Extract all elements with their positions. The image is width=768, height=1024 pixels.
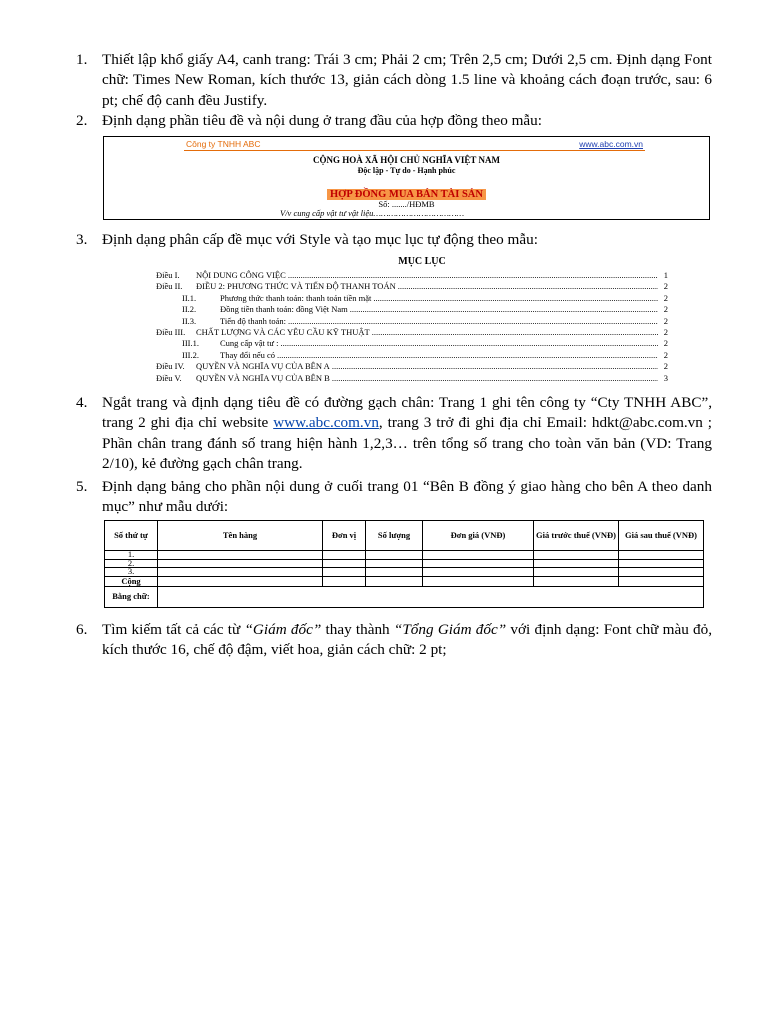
list-number: 1. <box>76 51 88 68</box>
col-header: Số thứ tự <box>105 521 158 551</box>
amount-in-words-row: Bằng chữ: <box>105 586 704 607</box>
list-item-4 <box>76 393 712 475</box>
toc-entry-label: Cung cấp vật tư : <box>220 338 279 349</box>
col-header: Số lượng <box>366 521 423 551</box>
toc-leader-dots <box>332 373 658 384</box>
col-header: Đơn giá (VNĐ) <box>423 521 534 551</box>
toc-leader-dots <box>373 293 658 304</box>
toc-entry[interactable] <box>156 338 668 349</box>
list-text: Định dạng bảng cho phần nội dung ở cuối trang 01 “Bên B đồng ý giao hàng cho bên A theo danh mục” như mẫu dưới: <box>102 478 712 516</box>
list-text: Định dạng phần tiêu đề và nội dung ở trang đầu của hợp đồng theo mẫu: <box>102 112 542 129</box>
header-rule <box>184 150 645 151</box>
toc-entry[interactable] <box>156 293 668 304</box>
national-title: CỘNG HOÀ XÃ HỘI CHỦ NGHĨA VIỆT NAM <box>313 155 500 165</box>
goods-table-sample <box>104 520 704 608</box>
list-number: 5. <box>76 478 88 495</box>
toc-entry-page: 1 <box>663 270 668 280</box>
toc-entry-label: Đồng tiền thanh toán: đồng Việt Nam <box>220 304 348 315</box>
list-item-6 <box>76 620 712 661</box>
toc-entry-page: 2 <box>663 349 668 360</box>
col-header: Giá trước thuế (VNĐ) <box>534 521 619 551</box>
toc-entry-index: Điều IV. <box>156 361 185 372</box>
table-of-contents-sample <box>156 256 668 384</box>
toc-entry[interactable] <box>156 327 668 338</box>
toc-entry[interactable] <box>156 281 668 292</box>
col-header: Giá sau thuế (VNĐ) <box>619 521 704 551</box>
toc-entry-index: III.1. <box>182 338 199 349</box>
website-link: www.abc.com.vn <box>579 139 643 149</box>
toc-leader-dots <box>350 304 658 315</box>
toc-leader-dots <box>280 338 658 349</box>
national-motto: Độc lập - Tự do - Hạnh phúc <box>357 166 456 175</box>
list-item-5 <box>76 477 712 518</box>
toc-entry-label: Tiến độ thanh toán: <box>220 315 287 326</box>
toc-entry-page: 2 <box>663 315 668 326</box>
table-row: 3. <box>105 568 704 577</box>
toc-entry[interactable] <box>156 350 668 361</box>
toc-entry-index: Điều II. <box>156 281 183 292</box>
list-number: 4. <box>76 394 88 411</box>
list-item-1 <box>76 50 712 112</box>
table-header-row <box>105 521 704 551</box>
toc-entry-label: ĐIỀU 2: PHƯƠNG THỨC VÀ TIẾN ĐỘ THANH TOÁN <box>196 281 396 292</box>
toc-entry[interactable] <box>156 270 668 281</box>
toc-entry-index: III.2. <box>182 349 199 360</box>
list-text: Định dạng phân cấp đề mục với Style và tạo mục lục tự động theo mẫu: <box>102 231 538 248</box>
toc-entry-label: Phương thức thanh toán: thanh toán tiền mặt <box>220 292 372 303</box>
toc-entry-index: Điều V. <box>156 372 182 383</box>
toc-leader-dots <box>288 316 658 327</box>
toc-entry[interactable] <box>156 316 668 327</box>
toc-leader-dots <box>398 281 658 292</box>
table-row: 1. <box>105 551 704 560</box>
table-row: 2. <box>105 559 704 568</box>
list-text: Tìm kiếm tất cả các từ “Giám đốc” thay thành “Tổng Giám đốc” với định dạng: Font chữ màu đỏ, kích thước 16, chế độ đậm, viết hoa, giản cách chữ: 2 pt; <box>102 621 713 659</box>
toc-entry-label: Thay đổi nếu có <box>220 349 275 360</box>
toc-entry-index: II.2. <box>182 304 197 315</box>
toc-leader-dots <box>372 327 658 338</box>
contract-subject: V/v cung cấp vật tư vật liệu……………………………… <box>280 208 465 218</box>
toc-entry-index: II.3. <box>182 315 197 326</box>
toc-entry-label: NỘI DUNG CÔNG VIỆC <box>196 270 286 280</box>
toc-entry-page: 2 <box>663 292 668 303</box>
toc-leader-dots <box>288 270 658 281</box>
contract-header-sample <box>103 136 710 220</box>
list-number: 3. <box>76 231 88 248</box>
website-link[interactable]: www.abc.com.vn <box>273 414 379 432</box>
contract-title: HỢP ĐỒNG MUA BÁN TÀI SẢN <box>104 184 709 202</box>
list-item-2 <box>76 111 712 132</box>
total-row: Cộng <box>105 576 704 586</box>
list-text: Thiết lập khổ giấy A4, canh trang: Trái 3 cm; Phải 2 cm; Trên 2,5 cm; Dưới 2,5 cm. Định dạng Font chữ: Times New Roman, kích thước 13, giản cách dòng 1.5 line và khoảng cách đoạn trước, sau: 6 pt; chế độ canh đều Justify. <box>102 51 712 109</box>
toc-entry-index: II.1. <box>182 292 197 303</box>
toc-title: MỤC LỤC <box>398 256 446 267</box>
toc-entry-index: Điều III. <box>156 326 186 337</box>
list-number: 6. <box>76 621 88 638</box>
col-header: Tên hàng <box>158 521 323 551</box>
list-text: Ngắt trang và định dạng tiêu đề có đường gạch chân: Trang 1 ghi tên công ty “Cty TNHH ABC”, trang 2 ghi địa chỉ website www.abc.com.vn, trang 3 trở đi ghi địa chỉ Email: hdkt@abc.com.vn ; Phần chân trang đánh số trang hiện hành 1,2,3… trên tổng số trang cho toàn văn bản (VD: Trang 2/10), kẻ đường gạch chân trang. <box>102 394 712 473</box>
toc-entry-page: 2 <box>663 326 668 337</box>
toc-entry-label: QUYỀN VÀ NGHĨA VỤ CỦA BÊN A <box>196 361 330 372</box>
toc-entry-label: QUYỀN VÀ NGHĨA VỤ CỦA BÊN B <box>196 372 330 383</box>
company-name: Công ty TNHH ABC <box>186 139 261 149</box>
toc-leader-dots <box>332 361 658 372</box>
list-item-3 <box>76 230 712 251</box>
toc-entry-page: 2 <box>663 361 668 372</box>
toc-entry-page: 2 <box>663 304 668 315</box>
contract-number: Số: ......./HĐMB <box>378 199 435 209</box>
toc-leader-dots <box>277 350 658 361</box>
col-header: Đơn vị <box>323 521 366 551</box>
toc-entry-page: 2 <box>663 281 668 292</box>
list-number: 2. <box>76 112 88 129</box>
toc-entry-page: 3 <box>663 372 668 383</box>
toc-entry[interactable] <box>156 361 668 372</box>
toc-entry-index: Điều I. <box>156 270 180 280</box>
toc-entry[interactable] <box>156 373 668 384</box>
toc-entry[interactable] <box>156 304 668 315</box>
toc-entry-page: 2 <box>663 338 668 349</box>
toc-entry-label: CHẤT LƯỢNG VÀ CÁC YÊU CẦU KỸ THUẬT <box>196 326 370 337</box>
